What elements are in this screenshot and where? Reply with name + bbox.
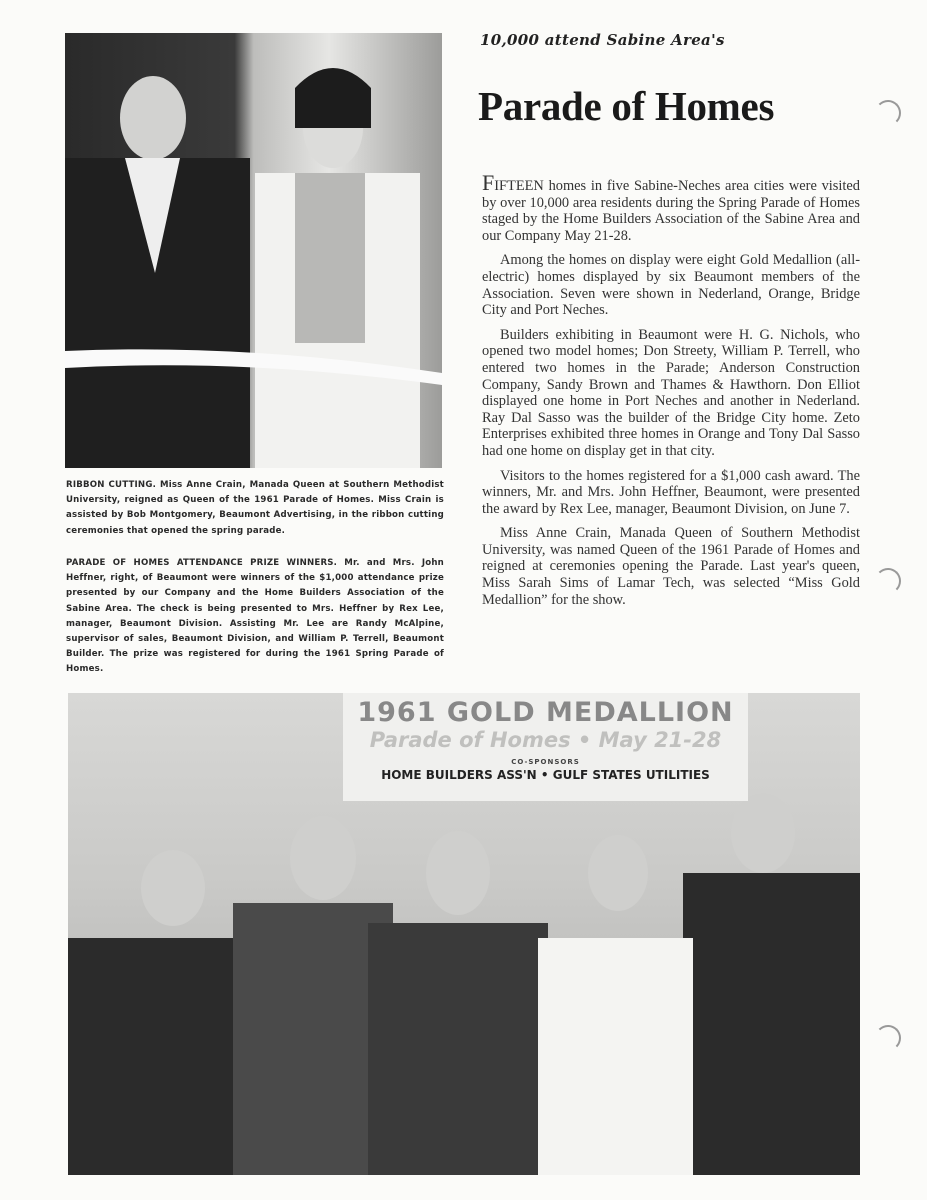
article-kicker: 10,000 attend Sabine Area's xyxy=(480,31,725,49)
event-banner xyxy=(343,693,748,801)
paragraph-text: IFTEEN homes in five Sabine-Neches area cities were visited by over 10,000 area residents during the Spring Parade of Homes staged by the Home Builders Association of the Sabine Area and our Company May 21-28. xyxy=(482,178,860,244)
banner-line-2: Parade of Homes • May 21-28 xyxy=(369,728,722,752)
binder-hole-mark xyxy=(875,1025,901,1051)
banner-line-4: HOME BUILDERS ASS'N • GULF STATES UTILITIES xyxy=(381,768,710,782)
paragraph xyxy=(482,170,860,244)
prize-winners-caption: PARADE OF HOMES ATTENDANCE PRIZE WINNERS. Mr. and Mrs. John Heffner, right, of Beaumont were winners of the $1,000 attendance prize presented by our Company and the Home Builders Association of the Sabine Area. The check is being presented to Mrs. Heffner by Rex Lee, manager, Beaumont Division. Assisting Mr. Lee are Randy McAlpine, supervisor of sales, Beaumont Division, and William P. Terrell, Beaumont Builder. The prize was registered for during the 1961 Spring Parade of Homes. xyxy=(66,558,444,675)
banner-line-1: 1961 GOLD MEDALLION xyxy=(357,697,734,728)
banner-line-3: CO-SPONSORS xyxy=(511,758,580,766)
ribbon-cutting-photo xyxy=(65,33,442,468)
binder-hole-mark xyxy=(875,100,901,126)
article-title: Parade of Homes xyxy=(478,83,775,129)
prize-winners-photo xyxy=(68,693,860,1175)
paragraph: Builders exhibiting in Beaumont were H. G. Nichols, who opened two model homes; Don Streety, William P. Terrell, who entered two homes in the Parade; Anderson Construction Company, Sandy Brown and Thames & Hawthorn. Don Elliot displayed one home in Port Neches and another in Nederland. Ray Dal Sasso was the builder of the Bridge City home. Zeto Enterprises exhibited three homes in Orange and Tony Dal Sasso had one home on display get in that city. xyxy=(482,326,860,459)
article-body xyxy=(482,170,860,616)
paragraph: Visitors to the homes registered for a $1,000 cash award. The winners, Mr. and Mrs. John Heffner, Beaumont, were presented the award by Rex Lee, manager, Beaumont Division, on June 7. xyxy=(482,467,860,517)
paragraph: Among the homes on display were eight Gold Medallion (all-electric) homes displayed by six Beaumont members of the Association. Seven were shown in Nederland, Orange, Bridge City and Port Neches. xyxy=(482,252,860,319)
binder-hole-mark xyxy=(875,568,901,594)
ribbon-cutting-caption: RIBBON CUTTING. Miss Anne Crain, Manada Queen at Southern Methodist University, reigned as Queen of the 1961 Parade of Homes. Miss Crain is assisted by Bob Montgomery, Beaumont Advertising, in the ribbon cutting ceremonies that opened the spring parade. xyxy=(66,480,444,536)
ribbon-cutting-figures xyxy=(65,33,442,468)
paragraph: Miss Anne Crain, Manada Queen of Southern Methodist University, was named Queen of the 1961 Parade of Homes and reigned at ceremonies opening the Parade. Last year's queen, Miss Sarah Sims of Lamar Tech, was selected “Miss Gold Medallion” for the show. xyxy=(482,525,860,608)
drop-cap: F xyxy=(482,170,495,195)
